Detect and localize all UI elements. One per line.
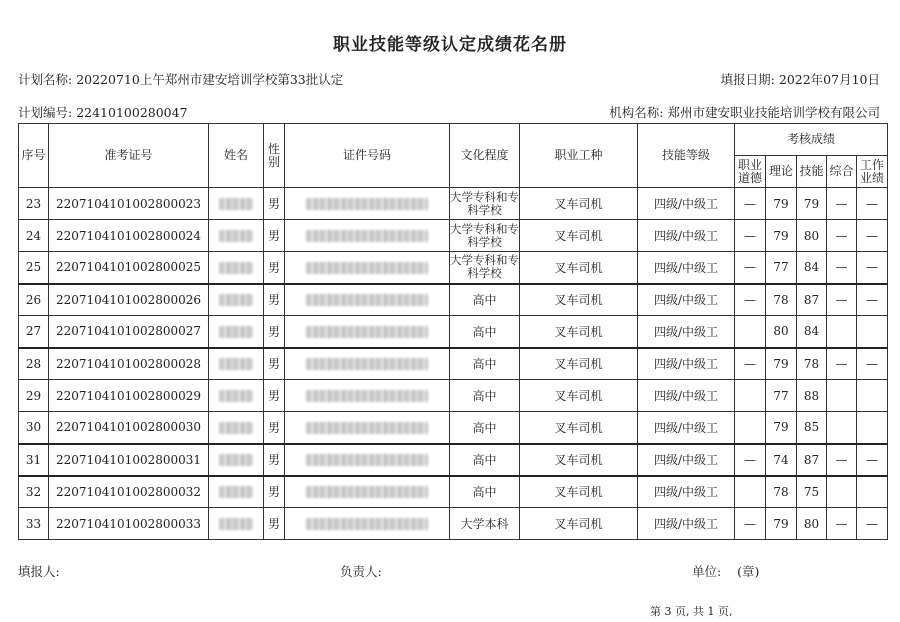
ethics-cell — [735, 380, 766, 412]
exam-no-cell: 2207104101002800024 — [49, 220, 209, 252]
redacted-id-no-cell — [306, 294, 428, 306]
redacted-id-no-cell — [306, 486, 428, 498]
education-cell: 大学专科和专科学校 — [450, 252, 520, 284]
table-row — [19, 444, 888, 476]
id-no-cell — [285, 284, 450, 316]
fill-date — [721, 70, 880, 88]
skill-cell: 85 — [797, 412, 827, 444]
theory-cell: 77 — [766, 252, 797, 284]
header-seq: 序号 — [19, 124, 49, 188]
seq-cell: 26 — [19, 284, 49, 316]
education-cell: 高中 — [450, 284, 520, 316]
gender-cell: 男 — [264, 220, 285, 252]
overall-cell: — — [827, 284, 857, 316]
seq-cell: 25 — [19, 252, 49, 284]
theory-cell: 78 — [766, 284, 797, 316]
redacted-id-no-cell — [306, 326, 428, 338]
ethics-cell: — — [735, 252, 766, 284]
exam-no-cell: 2207104101002800023 — [49, 188, 209, 220]
education-cell: 大学本科 — [450, 508, 520, 540]
occupation-cell: 叉车司机 — [520, 412, 638, 444]
theory-cell: 79 — [766, 188, 797, 220]
level-cell: 四级/中级工 — [638, 508, 735, 540]
id-no-cell — [285, 220, 450, 252]
performance-cell: — — [857, 220, 888, 252]
ethics-cell: — — [735, 188, 766, 220]
gender-cell: 男 — [264, 476, 285, 508]
table-row — [19, 476, 888, 508]
exam-no-cell: 2207104101002800028 — [49, 348, 209, 380]
table-row — [19, 348, 888, 380]
score-roster-table — [18, 123, 888, 540]
id-no-cell — [285, 412, 450, 444]
seq-cell: 24 — [19, 220, 49, 252]
overall-cell — [827, 412, 857, 444]
header-id-no: 证件号码 — [285, 124, 450, 188]
ethics-cell: — — [735, 444, 766, 476]
overall-cell: — — [827, 252, 857, 284]
name-cell — [209, 252, 264, 284]
exam-no-cell: 2207104101002800027 — [49, 316, 209, 348]
education-cell: 高中 — [450, 476, 520, 508]
gender-cell: 男 — [264, 348, 285, 380]
redacted-name-cell — [219, 390, 253, 402]
id-no-cell — [285, 444, 450, 476]
table-row — [19, 252, 888, 284]
fill-date-label: 填报日期: — [720, 72, 775, 87]
id-no-cell — [285, 348, 450, 380]
skill-cell: 78 — [797, 348, 827, 380]
performance-cell — [857, 476, 888, 508]
seq-cell: 29 — [19, 380, 49, 412]
level-cell: 四级/中级工 — [638, 348, 735, 380]
header-education: 文化程度 — [450, 124, 520, 188]
id-no-cell — [285, 188, 450, 220]
overall-cell: — — [827, 348, 857, 380]
occupation-cell: 叉车司机 — [520, 252, 638, 284]
gender-cell: 男 — [264, 508, 285, 540]
redacted-name-cell — [219, 486, 253, 498]
redacted-id-no-cell — [306, 422, 428, 434]
level-cell: 四级/中级工 — [638, 220, 735, 252]
table-row — [19, 188, 888, 220]
skill-cell: 80 — [797, 220, 827, 252]
header-occupation: 职业工种 — [520, 124, 638, 188]
redacted-id-no-cell — [306, 390, 428, 402]
theory-cell: 79 — [766, 348, 797, 380]
overall-cell: — — [827, 508, 857, 540]
organization-value: 郑州市建安职业技能培训学校有限公司 — [667, 105, 880, 120]
ethics-cell — [735, 316, 766, 348]
organization-label: 机构名称: — [609, 105, 664, 120]
skill-cell: 79 — [797, 188, 827, 220]
occupation-cell: 叉车司机 — [520, 476, 638, 508]
redacted-name-cell — [219, 262, 253, 274]
skill-cell: 88 — [797, 380, 827, 412]
gender-cell: 男 — [264, 380, 285, 412]
overall-cell — [827, 476, 857, 508]
table-row — [19, 412, 888, 444]
id-no-cell — [285, 476, 450, 508]
header-performance: 工作业绩 — [857, 156, 888, 188]
redacted-id-no-cell — [306, 262, 428, 274]
header-level: 技能等级 — [638, 124, 735, 188]
header-exam-no: 准考证号 — [49, 124, 209, 188]
occupation-cell: 叉车司机 — [520, 348, 638, 380]
performance-cell: — — [857, 508, 888, 540]
education-cell: 高中 — [450, 348, 520, 380]
overall-cell — [827, 380, 857, 412]
header-ethics: 职业道德 — [735, 156, 766, 188]
header-scores: 考核成绩 — [735, 124, 888, 156]
name-cell — [209, 220, 264, 252]
exam-no-cell: 2207104101002800029 — [49, 380, 209, 412]
overall-cell: — — [827, 220, 857, 252]
education-cell: 大学专科和专科学校 — [450, 188, 520, 220]
seq-cell: 30 — [19, 412, 49, 444]
redacted-id-no-cell — [306, 198, 428, 210]
table-row — [19, 284, 888, 316]
overall-cell: — — [827, 188, 857, 220]
occupation-cell: 叉车司机 — [520, 220, 638, 252]
performance-cell: — — [857, 444, 888, 476]
plan-name-value: 20220710上午郑州市建安培训学校第33批认定 — [76, 72, 344, 87]
occupation-cell: 叉车司机 — [520, 444, 638, 476]
overall-cell — [827, 316, 857, 348]
name-cell — [209, 412, 264, 444]
name-cell — [209, 508, 264, 540]
unit-label: 单位: — [692, 564, 722, 579]
theory-cell: 79 — [766, 412, 797, 444]
level-cell: 四级/中级工 — [638, 284, 735, 316]
seq-cell: 28 — [19, 348, 49, 380]
level-cell: 四级/中级工 — [638, 252, 735, 284]
education-cell: 高中 — [450, 316, 520, 348]
gender-cell: 男 — [264, 252, 285, 284]
fill-date-value: 2022年07月10日 — [778, 72, 880, 87]
occupation-cell: 叉车司机 — [520, 188, 638, 220]
header-skill: 技能 — [797, 156, 827, 188]
performance-cell: — — [857, 188, 888, 220]
theory-cell: 79 — [766, 220, 797, 252]
exam-no-cell: 2207104101002800026 — [49, 284, 209, 316]
id-no-cell — [285, 316, 450, 348]
plan-number — [18, 103, 188, 121]
ethics-cell — [735, 412, 766, 444]
level-cell: 四级/中级工 — [638, 444, 735, 476]
occupation-cell: 叉车司机 — [520, 316, 638, 348]
performance-cell: — — [857, 284, 888, 316]
theory-cell: 74 — [766, 444, 797, 476]
header-overall: 综合 — [827, 156, 857, 188]
overall-cell: — — [827, 444, 857, 476]
performance-cell: — — [857, 252, 888, 284]
name-cell — [209, 476, 264, 508]
redacted-name-cell — [219, 294, 253, 306]
id-no-cell — [285, 380, 450, 412]
gender-cell: 男 — [264, 188, 285, 220]
header-theory: 理论 — [766, 156, 797, 188]
skill-cell: 84 — [797, 252, 827, 284]
education-cell: 高中 — [450, 444, 520, 476]
level-cell: 四级/中级工 — [638, 188, 735, 220]
education-cell: 高中 — [450, 412, 520, 444]
table-row — [19, 508, 888, 540]
redacted-name-cell — [219, 358, 253, 370]
redacted-name-cell — [219, 454, 253, 466]
seq-cell: 32 — [19, 476, 49, 508]
redacted-name-cell — [219, 326, 253, 338]
id-no-cell — [285, 252, 450, 284]
occupation-cell: 叉车司机 — [520, 284, 638, 316]
level-cell: 四级/中级工 — [638, 316, 735, 348]
table-row — [19, 380, 888, 412]
name-cell — [209, 284, 264, 316]
ethics-cell: — — [735, 220, 766, 252]
performance-cell — [857, 412, 888, 444]
theory-cell: 77 — [766, 380, 797, 412]
skill-cell: 87 — [797, 444, 827, 476]
responsible-label: 负责人: — [340, 564, 382, 579]
skill-cell: 80 — [797, 508, 827, 540]
header-gender: 性别 — [264, 124, 285, 188]
education-cell: 大学专科和专科学校 — [450, 220, 520, 252]
theory-cell: 80 — [766, 316, 797, 348]
redacted-id-no-cell — [306, 358, 428, 370]
redacted-name-cell — [219, 198, 253, 210]
name-cell — [209, 348, 264, 380]
skill-cell: 84 — [797, 316, 827, 348]
ethics-cell: — — [735, 348, 766, 380]
header-name: 姓名 — [209, 124, 264, 188]
level-cell: 四级/中级工 — [638, 476, 735, 508]
redacted-name-cell — [219, 518, 253, 530]
performance-cell: — — [857, 348, 888, 380]
plan-name-label: 计划名称: — [18, 72, 73, 87]
page-number: 第 3 页, 共 1 页, — [650, 605, 733, 618]
name-cell — [209, 380, 264, 412]
page-title: 职业技能等级认定成绩花名册 — [333, 35, 567, 55]
gender-cell: 男 — [264, 316, 285, 348]
gender-cell: 男 — [264, 284, 285, 316]
plan-number-label: 计划编号: — [18, 105, 73, 120]
table-row — [19, 316, 888, 348]
ethics-cell: — — [735, 508, 766, 540]
gender-cell: 男 — [264, 412, 285, 444]
theory-cell: 78 — [766, 476, 797, 508]
name-cell — [209, 444, 264, 476]
occupation-cell: 叉车司机 — [520, 380, 638, 412]
level-cell: 四级/中级工 — [638, 412, 735, 444]
education-cell: 高中 — [450, 380, 520, 412]
filler-label: 填报人: — [18, 564, 60, 579]
plan-name — [18, 70, 343, 88]
skill-cell: 75 — [797, 476, 827, 508]
skill-cell: 87 — [797, 284, 827, 316]
name-cell — [209, 316, 264, 348]
ethics-cell — [735, 476, 766, 508]
seq-cell: 33 — [19, 508, 49, 540]
seq-cell: 27 — [19, 316, 49, 348]
seq-cell: 31 — [19, 444, 49, 476]
table-header-row — [19, 124, 888, 156]
exam-no-cell: 2207104101002800031 — [49, 444, 209, 476]
seal-label: (章) — [737, 564, 760, 579]
seq-cell: 23 — [19, 188, 49, 220]
exam-no-cell: 2207104101002800033 — [49, 508, 209, 540]
name-cell — [209, 188, 264, 220]
theory-cell: 79 — [766, 508, 797, 540]
id-no-cell — [285, 508, 450, 540]
gender-cell: 男 — [264, 444, 285, 476]
exam-no-cell: 2207104101002800032 — [49, 476, 209, 508]
redacted-id-no-cell — [306, 518, 428, 530]
redacted-name-cell — [219, 230, 253, 242]
redacted-id-no-cell — [306, 454, 428, 466]
ethics-cell: — — [735, 284, 766, 316]
plan-number-value: 22410100280047 — [76, 105, 188, 120]
exam-no-cell: 2207104101002800030 — [49, 412, 209, 444]
unit-field — [692, 562, 759, 580]
occupation-cell: 叉车司机 — [520, 508, 638, 540]
performance-cell — [857, 380, 888, 412]
performance-cell — [857, 316, 888, 348]
organization — [609, 103, 880, 121]
exam-no-cell: 2207104101002800025 — [49, 252, 209, 284]
redacted-name-cell — [219, 422, 253, 434]
table-row — [19, 220, 888, 252]
redacted-id-no-cell — [306, 230, 428, 242]
level-cell: 四级/中级工 — [638, 380, 735, 412]
